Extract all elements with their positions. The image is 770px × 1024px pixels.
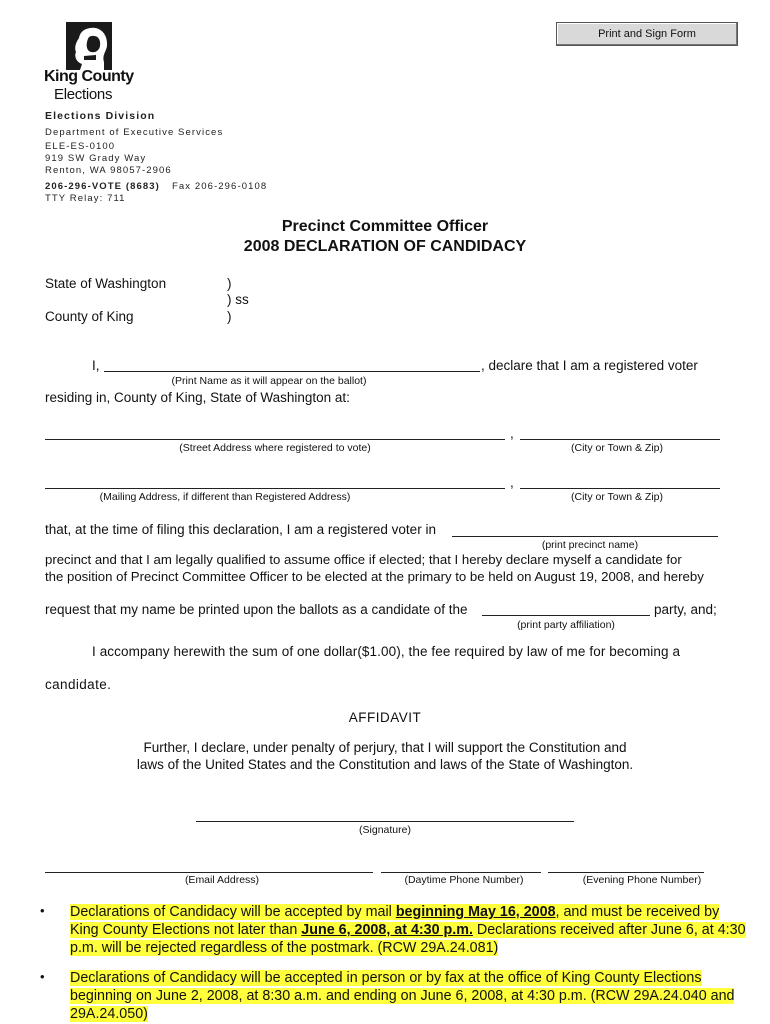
name-caption: (Print Name as it will appear on the ballot) [171, 375, 367, 387]
affidavit-line-1: Further, I declare, under penalty of perjury, that I will support the Constitution and [143, 740, 627, 755]
print-and-sign-button[interactable]: Print and Sign Form [556, 22, 738, 46]
comma-1: , [510, 426, 514, 441]
venue-county: County of King [45, 309, 134, 324]
mailing-city-zip-field[interactable] [520, 488, 720, 489]
evening-phone-caption: (Evening Phone Number) [582, 874, 702, 886]
comma-2: , [510, 475, 514, 490]
venue-state: State of Washington [45, 276, 167, 291]
party-suffix: party, and; [654, 602, 717, 617]
precinct-text: that, at the time of filing this declaration, I am a registered voter in [45, 522, 436, 537]
mailing-city-caption: (City or Town & Zip) [571, 491, 663, 503]
declaration-line-2: the position of Precinct Committee Officer to be elected at the primary to be held on August 19, 2008, and hereby [45, 569, 704, 584]
fee-line-1: I accompany herewith the sum of one dollar($1.00), the fee required by law of me for becoming a [92, 644, 681, 659]
name-field[interactable] [104, 371, 480, 372]
form-title-line2: 2008 DECLARATION OF CANDIDACY [243, 238, 527, 255]
venue-paren-3: ) [227, 309, 232, 324]
notice-mail-start-date: beginning May 16, 2008 [395, 904, 556, 920]
fax-number: Fax 206-296-0108 [172, 181, 268, 192]
daytime-phone-caption: (Daytime Phone Number) [404, 874, 524, 886]
precinct-field[interactable] [452, 536, 718, 537]
evening-phone-field[interactable] [548, 872, 704, 873]
party-caption: (print party affiliation) [517, 619, 615, 631]
department-name: Department of Executive Services [45, 127, 224, 138]
party-field[interactable] [482, 615, 650, 616]
street-address-field[interactable] [45, 439, 505, 440]
form-code: ELE-ES-0100 [45, 141, 116, 152]
city-caption: (City or Town & Zip) [571, 442, 663, 454]
notice-mail-post: Declarations received after June 6, at 4:30 p.m. will be rejected regardless of the postmark. (RCW 29A.24.081) [70, 922, 746, 956]
signature-caption: (Signature) [359, 824, 411, 836]
bullet-2-icon: • [40, 969, 45, 984]
street-address: 919 SW Grady Way [45, 153, 147, 164]
division-name: Elections Division [45, 110, 156, 122]
city-address: Renton, WA 98057-2906 [45, 165, 172, 176]
king-county-logo [44, 22, 136, 106]
tty-relay: TTY Relay: 711 [45, 193, 126, 204]
mailing-address-field[interactable] [45, 488, 505, 489]
email-caption: (Email Address) [184, 874, 260, 886]
affidavit-line-2: laws of the United States and the Constitution and laws of the State of Washington. [136, 757, 634, 772]
declaration-line-1: precinct and that I am legally qualified to assume office if elected; that I hereby declare myself a candidate for [45, 552, 682, 567]
signature-field[interactable] [196, 821, 574, 822]
request-text: request that my name be printed upon the ballots as a candidate of the [45, 602, 468, 617]
logo-line2: Elections [54, 86, 113, 103]
venue-paren-ss: ) ss [227, 292, 249, 307]
logo-line1: King County [44, 68, 134, 85]
form-title-line1: Precinct Committee Officer [281, 218, 489, 235]
notice-in-person-text: Declarations of Candidacy will be accepted in person or by fax at the office of King County Elections beginning on June 2, 2008, at 8:30 a.m. and ending on June 6, 2008, at 4:30 p.m. (RCW 29A.24.040 and 29A.24.050) [70, 970, 735, 1022]
residing-text: residing in, County of King, State of Washington at: [45, 390, 350, 405]
declare-suffix: , declare that I am a registered voter [481, 358, 698, 373]
street-caption: (Street Address where registered to vote) [179, 442, 371, 454]
notice-in-person [70, 969, 746, 1023]
fee-line-2: candidate. [45, 677, 112, 692]
city-zip-field[interactable] [520, 439, 720, 440]
mailing-caption: (Mailing Address, if different than Registered Address) [99, 491, 351, 503]
daytime-phone-field[interactable] [381, 872, 541, 873]
notice-mail-deadline: June 6, 2008, at 4:30 p.m. [301, 922, 473, 938]
king-county-emblem-icon [66, 22, 112, 70]
phone-number: 206-296-VOTE (8683) [45, 181, 160, 192]
notice-mail-mid: , and must be received by King County Elections not later than [70, 904, 720, 938]
affidavit-heading: AFFIDAVIT [348, 710, 422, 725]
venue-paren-1: ) [227, 276, 232, 291]
notice-mail [70, 903, 746, 957]
email-field[interactable] [45, 872, 373, 873]
bullet-1-icon: • [40, 903, 45, 918]
declare-prefix: I, [92, 358, 100, 373]
notice-mail-pre: Declarations of Candidacy will be accepted by mail [70, 904, 396, 920]
precinct-caption: (print precinct name) [541, 539, 639, 551]
